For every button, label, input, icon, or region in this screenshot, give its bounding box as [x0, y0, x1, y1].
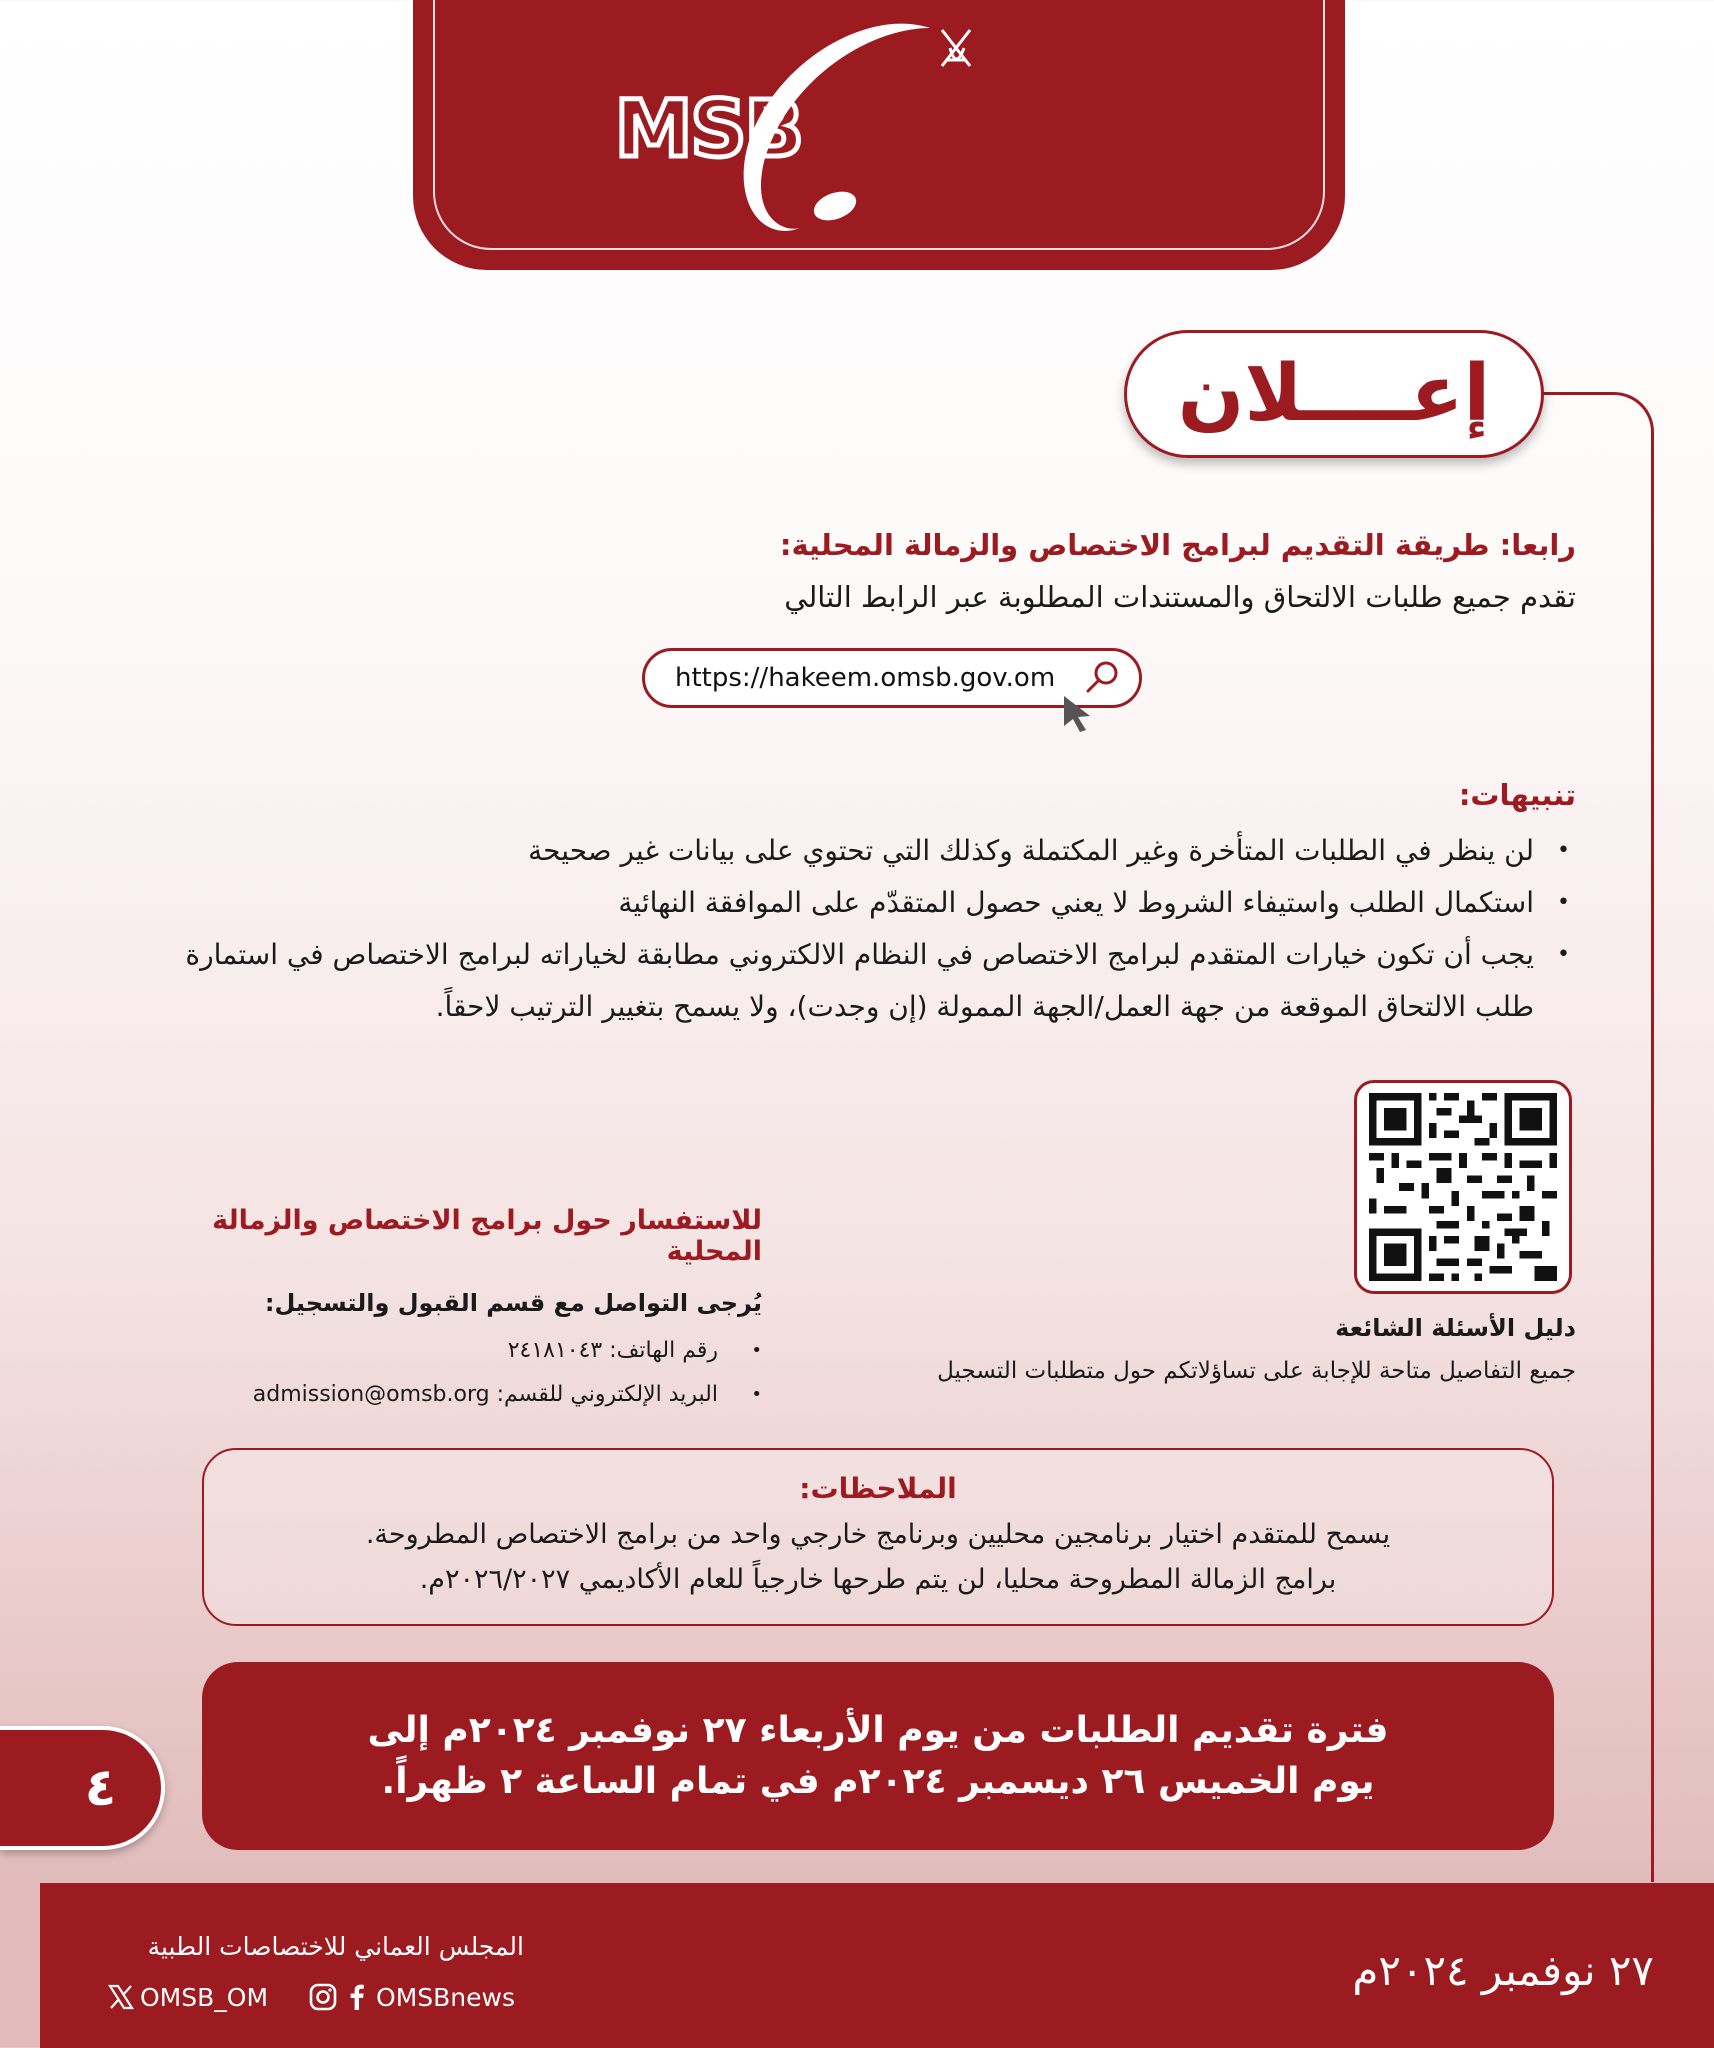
notices-list: [136, 825, 1576, 1033]
page-number: ٤: [84, 1758, 117, 1818]
contact-email-item: [140, 1373, 762, 1417]
contact-list: [140, 1329, 762, 1417]
notice-item: • استكمال الطلب واستيفاء الشروط لا يعني حصول المتقدّم على الموافقة النهائية: [136, 877, 1576, 929]
faq-title: دليل الأسئلة الشائعة: [1335, 1314, 1576, 1342]
notices-heading: تنبيهات:: [1458, 778, 1576, 812]
email-address[interactable]: admission@omsb.org: [252, 1382, 490, 1407]
section4-text: تقدم جميع طلبات الالتحاق والمستندات المطلوبة عبر الرابط التالي: [784, 580, 1576, 614]
period-line: فترة تقديم الطلبات من يوم الأربعاء ٢٧ نوفمبر ٢٠٢٤م إلى: [367, 1710, 1389, 1751]
email-label: البريد الإلكتروني للقسم:: [496, 1382, 718, 1407]
period-line: يوم الخميس ٢٦ ديسمبر ٢٠٢٤م في تمام الساعة ٢ ظهراً.: [381, 1761, 1375, 1802]
notes-heading: الملاحظات:: [799, 1472, 957, 1505]
contact-subheading: يُرجى التواصل مع قسم القبول والتسجيل:: [264, 1289, 762, 1317]
qr-code-icon: [1367, 1093, 1559, 1281]
notes-line: برامج الزمالة المطروحة محليا، لن يتم طرحها خارجياً للعام الأكاديمي ٢٠٢٦/٢٠٢٧م.: [419, 1564, 1337, 1595]
contact-heading: للاستفسار حول برامج الاختصاص والزمالة المحلية: [212, 1205, 762, 1267]
application-period-banner: [202, 1662, 1554, 1850]
footer-org-name: المجلس العماني للاختصاصات الطبية: [147, 1932, 524, 1961]
mouse-cursor-icon: [1060, 694, 1096, 734]
faq-qr-code[interactable]: [1354, 1080, 1572, 1294]
contact-phone-item: [140, 1329, 762, 1373]
x-twitter-icon[interactable]: [106, 1982, 136, 2012]
notes-box: [202, 1448, 1554, 1626]
logo-text: MSB: [614, 85, 802, 175]
x-handle[interactable]: OMSB_OM: [140, 1982, 269, 2012]
page-number-tab: [0, 1726, 165, 1850]
notes-line: يسمح للمتقدم اختيار برنامجين محليين وبرنامج خارجي واحد من برامج الاختصاص المطروحة.: [365, 1519, 1391, 1550]
faq-text: جميع التفاصيل متاحة للإجابة على تساؤلاتكم حول متطلبات التسجيل: [937, 1358, 1576, 1384]
phone-number[interactable]: ٢٤١٨١٠٤٣: [507, 1338, 603, 1363]
phone-label: رقم الهاتف:: [609, 1338, 718, 1363]
footer-date: ٢٧ نوفمبر ٢٠٢٤م: [1352, 1946, 1654, 1995]
url-link[interactable]: https://hakeem.omsb.gov.om: [675, 663, 1056, 693]
facebook-icon[interactable]: [342, 1982, 372, 2012]
notice-item: • يجب أن تكون خيارات المتقدم لبرامج الاختصاص في النظام الالكتروني مطابقة لخياراته لبرامج الاختصاص في استمارة طلب الالتحاق الموقعة من جهة العمل/الجهة الممولة (إن وجدت)، ولا يسمح بتغيير الترتيب لاحقاً.: [136, 929, 1576, 1033]
footer-social: [106, 1978, 526, 2016]
search-icon: [1080, 655, 1124, 699]
page-title: إعــــلان: [1177, 349, 1491, 439]
title-pill: [1124, 330, 1544, 458]
instagram-icon[interactable]: [308, 1982, 338, 2012]
section4-heading: رابعا: طريقة التقديم لبرامج الاختصاص والزمالة المحلية:: [779, 528, 1576, 562]
news-handle[interactable]: OMSBnews: [376, 1982, 515, 2012]
notice-item: • لن ينظر في الطلبات المتأخرة وغير المكتملة وكذلك التي تحتوي على بيانات غير صحيحة: [136, 825, 1576, 877]
khanjar-emblem-icon: [942, 30, 970, 66]
contact-block: [140, 1205, 762, 1417]
omsb-logo: [614, 18, 1040, 240]
